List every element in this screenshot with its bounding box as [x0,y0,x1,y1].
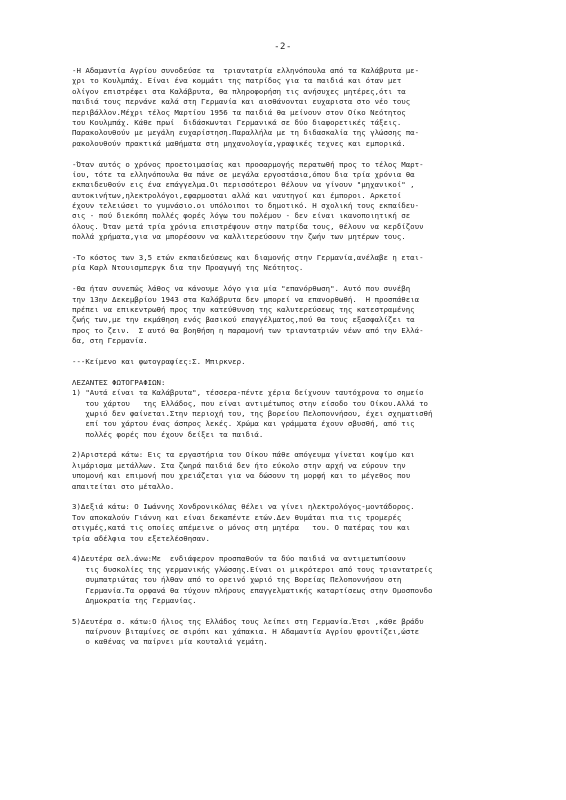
document-body [72,66,542,648]
text-line: τρία αδέλφια του εξετελέσθησαν. [72,533,210,543]
text-line: προς το ζειν. Σ αυτό θα βοηθήση η παραμονή των τριαντατριών νέων από την Ελλά- [72,325,424,335]
text-line: περιβάλλον.Μέχρι τέλος Μαρτίου 1956 τα παιδιά θα μείνουν στον Οίκο Νεότητος [72,107,406,117]
page-number: -2- [274,42,292,52]
paragraph-gap [72,149,542,159]
text-line: συμπατριώτας του ήλθαν από το ορεινό χωριό της Βορείας Πελοποννήσου στη [72,575,402,585]
text-line: ρία Καρλ Ντουισμπεργκ δια την Προαγωγή της Νεότητος. [72,263,304,273]
text-line: απαιτείται στο μέταλλο. [72,481,175,491]
text-line: πολλές φορές που έχουν δείξει τα παιδιά. [72,429,264,439]
text-line: τις δυσκολίες της γερμανικής γλώσσης.Είναι οι μικρότεροι από τους τριαντατρείς [72,564,433,574]
text-line: 4)Δευτέρα σελ.άνω:Με ενδιάφερον προσπαθούν τα δύο παιδιά να αντιμετωπίσουν [72,554,406,564]
text-line: Γερμανία.Τα ορφανά θα τύχουν πλήρους επαγγελματικής καταρτίσεως στην Ομοσπονδο [72,585,433,595]
paragraph [72,378,542,440]
text-line: στιγμές,κατά τις οποίες απέμεινε ο μόνος στη μητέρα του. Ο πατέρας του και [72,523,411,533]
text-line: -Η Αδαμαντία Αγρίου συνοδεύσε τα τριαντατρία ελληνόπουλα από τα Καλάβρυτα με- [72,66,420,75]
text-line: Δημοκρατία της Γερμανίας. [72,595,197,605]
text-line: έχουν τελειώσει το γυμνάσιο.οι υπόλοιποι το δημοτικό. Η σχολική τους εκπαίδευ- [72,201,420,211]
paragraph-gap [72,243,542,253]
paragraph [72,617,542,648]
paragraph-gap [72,606,542,616]
paragraph [72,284,542,346]
text-line: 5)Δευτέρα σ. κάτω:Ο ήλιος της Ελλάδος τους λείπει στη Γερμανία.Έτσι ,κάθε βράδυ [72,616,424,626]
text-line: παιδιά τους περνάνε καλά στη Γερμανία και αισθάνονται ευχαριστα στο νέο τους [72,97,411,107]
text-line: -Θα ήταν συνεπώς λάθος να κάνουμε λόγο για μία "επανόρθωση". Αυτό που συνέβη [72,284,411,294]
text-line: υπομονή και επιμονή που χρειάζεται για να δώσουν τη μορφή και το μέγεθος που [72,471,411,481]
text-line: του χάρτου της Ελλάδος, που είναι αντιμέτωπος στην είσοδο του Οίκου.Αλλά το [72,398,428,408]
text-line: του Κουλμπάχ. Κάθε πρωί διδάσκωνται Γερμανικά σε δύο διαφορετικές τάξεις. [72,117,402,127]
paragraph-gap [72,274,542,284]
text-line: δα, στη Γερμανία. [72,336,148,346]
text-line: όλους. Όταν μετά τρία χρόνια επιστρέψουν στην πατρίδα τους, θέλουν να κερδίζουν [72,221,424,231]
paragraph-gap [72,367,542,377]
text-line: ΛΕΖΑΝΤΕΣ ΦΩΤΟΓΡΑΦΙΩΝ: [72,377,166,387]
text-line: σις - πού διεκόπη πολλές φορές λόγω του πολέμου - δεν είναι ικανοποιητική σε [72,211,411,221]
text-line: χωριό δεν φαίνεται.Στην περιοχή του, της βορείου Πελοποννήσου, έχει σχηματισθή [72,408,433,418]
text-line: -Το κόστος των 3,5 ετών εκπαιδεύσεως και διαμονής στην Γερμανία,ανέλαβε η εται- [72,253,424,263]
paragraph [72,66,542,149]
text-line: λιμάρισμα μετάλλων. Στα ζωηρά παιδιά δεν ήτο εύκολο στην αρχή να εύρουν την [72,460,406,470]
text-line: ο καθένας να παίρνει μία κουταλιά γεμάτη. [72,637,268,647]
text-line: χρι το Κουλμπάχ. Είναι ένα κομμάτι της πατρίδος για τα παιδιά και όταν μετ [72,76,402,86]
text-line: επί του χάρτου ένας άσπρος λεκές. Χρώμα και γράμματα έχουν σβυσθή, από τις [72,419,415,429]
text-line: εκπαιδευθούν εις ένα επάγγελμα.Οι περισσότεροι θέλουν να γίνουν "μηχανικοί" , [72,180,415,190]
paragraph [72,357,542,367]
text-line: 3)Δεξιά κάτω: Ο Ιωάννης Χονδρονικόλας θέλει να γίνει ηλεκτρολόγος-μοντάδορος. [72,502,415,512]
text-line: παίρνουν βιταμίνες σε σιρόπι και χάπακια. Η Αδαμαντία Αγρίου φροντίζει,ώστε [72,627,420,637]
text-line: ζωής των,με την εκμάθηση ενός βασικού επαγγέλματος,πού θα τους εξασφαλίζει τα [72,315,415,325]
paragraph [72,450,542,492]
paragraph [72,502,542,544]
text-line: 2)Αριστερά κάτω: Εις τα εργαστήρια του Οίκου πάθε απόγευμα γίνεται κοψίμο και [72,450,415,460]
paragraph [72,160,542,243]
paragraph [72,554,542,606]
text-line: πρέπει να επικεντρωθή προς την κατεύθυνση της καλυτερεύσεως της κατεστραμένης [72,304,415,314]
text-line: ρακολουθούν πρακτικά μαθήματα στη μηχανολογία,γραφικές τεχνες και εμπορικά. [72,138,406,148]
paragraph-gap [72,440,542,450]
text-line: την 13ην Δεκεμβρίου 1943 στα Καλάβρυτα δεν μπορεί να επανορθωθή. Η προσπάθεια [72,294,420,304]
paragraph [72,253,542,274]
text-line: 1) "Αυτά είναι τα Καλάβρυτα", τέσσερα-πέντε χέρια δείχνουν ταυτόχρονα το σημείο [72,388,424,398]
text-line: Τον αποκαλούν Γιάννη και είναι δεκαπέντε ετών.Δεν θυμάται πια τις τρομερές [72,512,402,522]
text-line: πολλά χρήματα,για να μπορέσουν να καλλιτερεύσουν την ζωήν των μητέρων τους. [72,232,406,242]
text-line: -Όταν αυτός ο χρόνος προετοιμασίας και προσαρμογής περατωθή προς το τέλος Μαρτ- [72,159,424,169]
text-line: αυτοκινήτων,ηλεκτρολόγοι,εφαρμοσται αλλά και ναυτηγοί και έμποροι. Αρκετοί [72,190,402,200]
text-line: ίου, τότε τα ελληνόπουλα θα πάνε σε μεγάλα εργοστάσια,όπου δια τρία χρόνια θα [72,169,415,179]
paragraph-gap [72,544,542,554]
text-line: Παρακολουθούν με μεγάλη ευχαρίστηση.Παραλλήλα με τη διδασκαλία της γλώσσης πα- [72,128,420,138]
paragraph-gap [72,492,542,502]
text-line: ---Κείμενο και φωτογραφίες:Σ. Μπιρκνερ. [72,356,246,366]
paragraph-gap [72,347,542,357]
text-line: ολίγον επιστρέφει στα Καλάβρυτα, θα πληροφορήση τις ανήσυχες μητέρες,ότι τα [72,86,406,96]
